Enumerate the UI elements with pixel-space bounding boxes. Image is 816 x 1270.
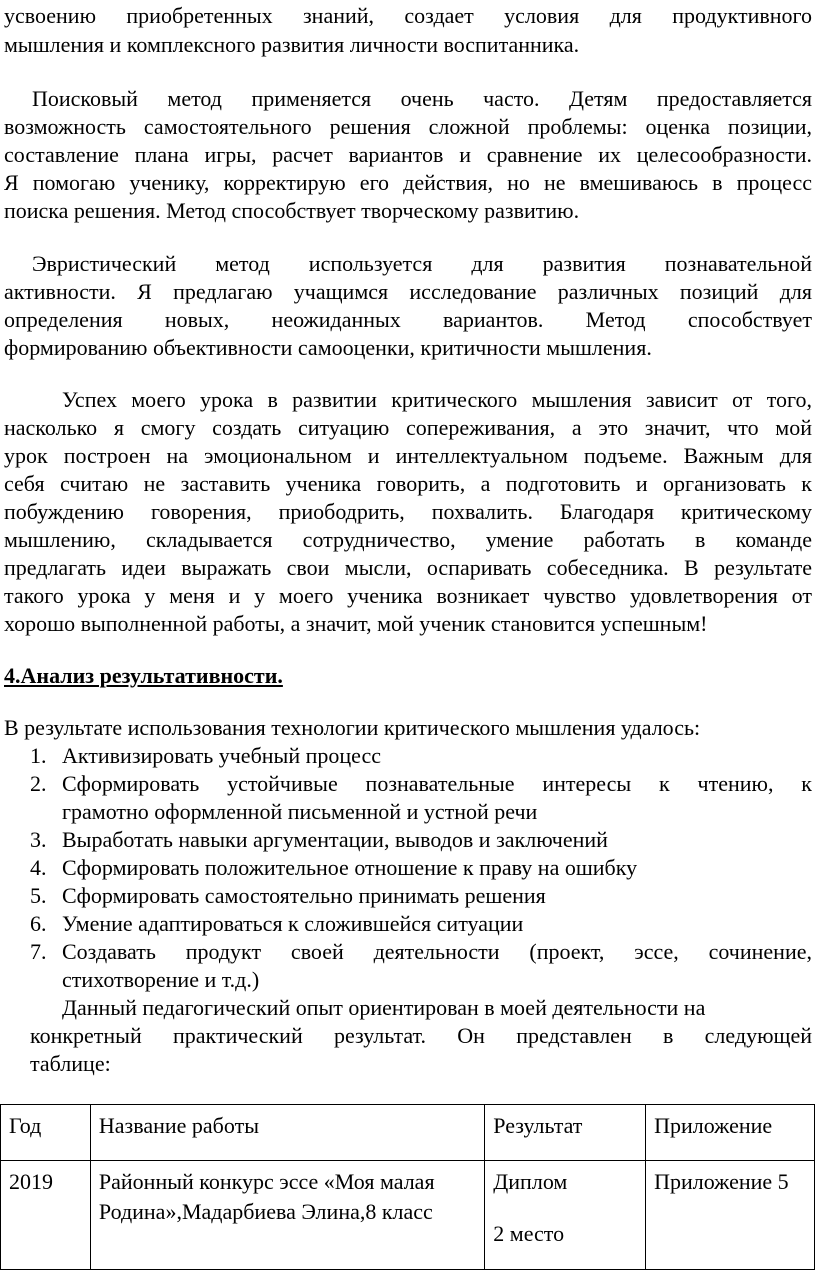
results-table bbox=[0, 1104, 815, 1270]
cell-result bbox=[485, 1161, 646, 1270]
paragraph-1-line-1: Поисковый метод применяется очень часто. Детям предоставляется bbox=[32, 86, 812, 111]
paragraph-0-line-1: усвоению приобретенных знаний, создает условия для продуктивного bbox=[4, 3, 812, 28]
header-result: Результат bbox=[485, 1105, 646, 1161]
list-item-text-cont: стихотворение и т.д.) bbox=[62, 967, 260, 992]
paragraph-2-line-3: определения новых, неожиданных вариантов. Метод способствует bbox=[4, 307, 812, 332]
list-item-text: Создавать продукт своей деятельности (проект, эссе, сочинение, bbox=[62, 939, 812, 964]
list-item-number: 3. bbox=[30, 827, 47, 852]
paragraph-2-line-4: формированию объективности самооценки, критичности мышления. bbox=[4, 335, 652, 360]
list-item-text-cont: грамотно оформленной письменной и устной речи bbox=[62, 799, 538, 824]
paragraph-3-line-3: урок построен на эмоциональном и интеллектуальном подъеме. Важным для bbox=[4, 443, 812, 468]
list-item-number: 2. bbox=[30, 771, 47, 796]
paragraph-3-line-1: Успех моего урока в развитии критического мышления зависит от того, bbox=[62, 387, 812, 412]
paragraph-2-line-2: активности. Я предлагаю учащимся исследование различных позиций для bbox=[4, 279, 812, 304]
paragraph-0-line-2: мышления и комплексного развития личности воспитанника. bbox=[4, 32, 580, 57]
paragraph-2-line-1: Эвристический метод используется для развития познавательной bbox=[32, 251, 812, 276]
closing-line-1: Данный педагогический опыт ориентирован в моей деятельности на bbox=[62, 995, 706, 1020]
cell-appendix: Приложение 5 bbox=[646, 1161, 815, 1270]
paragraph-1-line-4: Я помогаю ученику, корректирую его действия, но не вмешиваюсь в процесс bbox=[4, 170, 812, 195]
cell-result-line2: 2 место bbox=[493, 1221, 565, 1246]
paragraph-3-line-5: побуждению говорения, приободрить, похвалить. Благодаря критическому bbox=[4, 499, 812, 524]
cell-year: 2019 bbox=[1, 1161, 91, 1270]
paragraph-1-line-3: составление плана игры, расчет вариантов и сравнение их целесообразности. bbox=[4, 142, 812, 167]
list-item-text: Сформировать самостоятельно принимать решения bbox=[62, 883, 546, 908]
paragraph-3-line-7: предлагать идеи выражать свои мысли, оспаривать собеседника. В результате bbox=[4, 555, 812, 580]
list-item-text: Выработать навыки аргументации, выводов и заключений bbox=[62, 827, 608, 852]
paragraph-3-line-8: такого урока у меня и у моего ученика возникает чувство удовлетворения от bbox=[4, 583, 812, 608]
cell-title: Районный конкурс эссе «Моя малая Родина»,Мадарбиева Элина,8 класс bbox=[90, 1161, 484, 1270]
list-item-text: Сформировать положительное отношение к праву на ошибку bbox=[62, 855, 638, 880]
header-title: Название работы bbox=[90, 1105, 484, 1161]
paragraph-3-line-6: мышлению, складывается сотрудничество, умение работать в команде bbox=[4, 527, 812, 552]
list-item-number: 5. bbox=[30, 883, 47, 908]
paragraph-1-line-5: поиска решения. Метод способствует творческому развитию. bbox=[4, 198, 580, 223]
header-appendix: Приложение bbox=[646, 1105, 815, 1161]
list-item-number: 7. bbox=[30, 939, 47, 964]
paragraph-3-line-2: насколько я смогу создать ситуацию сопереживания, а это значит, что мой bbox=[4, 415, 812, 440]
list-item-number: 6. bbox=[30, 911, 47, 936]
section-intro: В результате использования технологии критического мышления удалось: bbox=[4, 715, 701, 740]
closing-line-3: таблице: bbox=[30, 1051, 111, 1076]
paragraph-3-line-4: себя считаю не заставить ученика говорить, а подготовить и организовать к bbox=[4, 471, 812, 496]
table-row bbox=[1, 1161, 815, 1270]
cell-result-line1: Диплом bbox=[493, 1169, 568, 1194]
header-year: Год bbox=[1, 1105, 91, 1161]
list-item-text: Активизировать учебный процесс bbox=[62, 743, 381, 768]
table-header-row bbox=[1, 1105, 815, 1161]
closing-line-2: конкретный практический результат. Он представлен в следующей bbox=[30, 1023, 812, 1048]
list-item-text: Сформировать устойчивые познавательные интересы к чтению, к bbox=[62, 771, 812, 796]
list-item-number: 4. bbox=[30, 855, 47, 880]
list-item-number: 1. bbox=[30, 743, 47, 768]
paragraph-1-line-2: возможность самостоятельного решения сложной проблемы: оценка позиции, bbox=[4, 114, 812, 139]
paragraph-3-line-9: хорошо выполненной работы, а значит, мой ученик становится успешным! bbox=[4, 611, 708, 636]
section-heading: 4.Анализ результативности. bbox=[4, 663, 283, 688]
list-item-text: Умение адаптироваться к сложившейся ситуации bbox=[62, 911, 524, 936]
